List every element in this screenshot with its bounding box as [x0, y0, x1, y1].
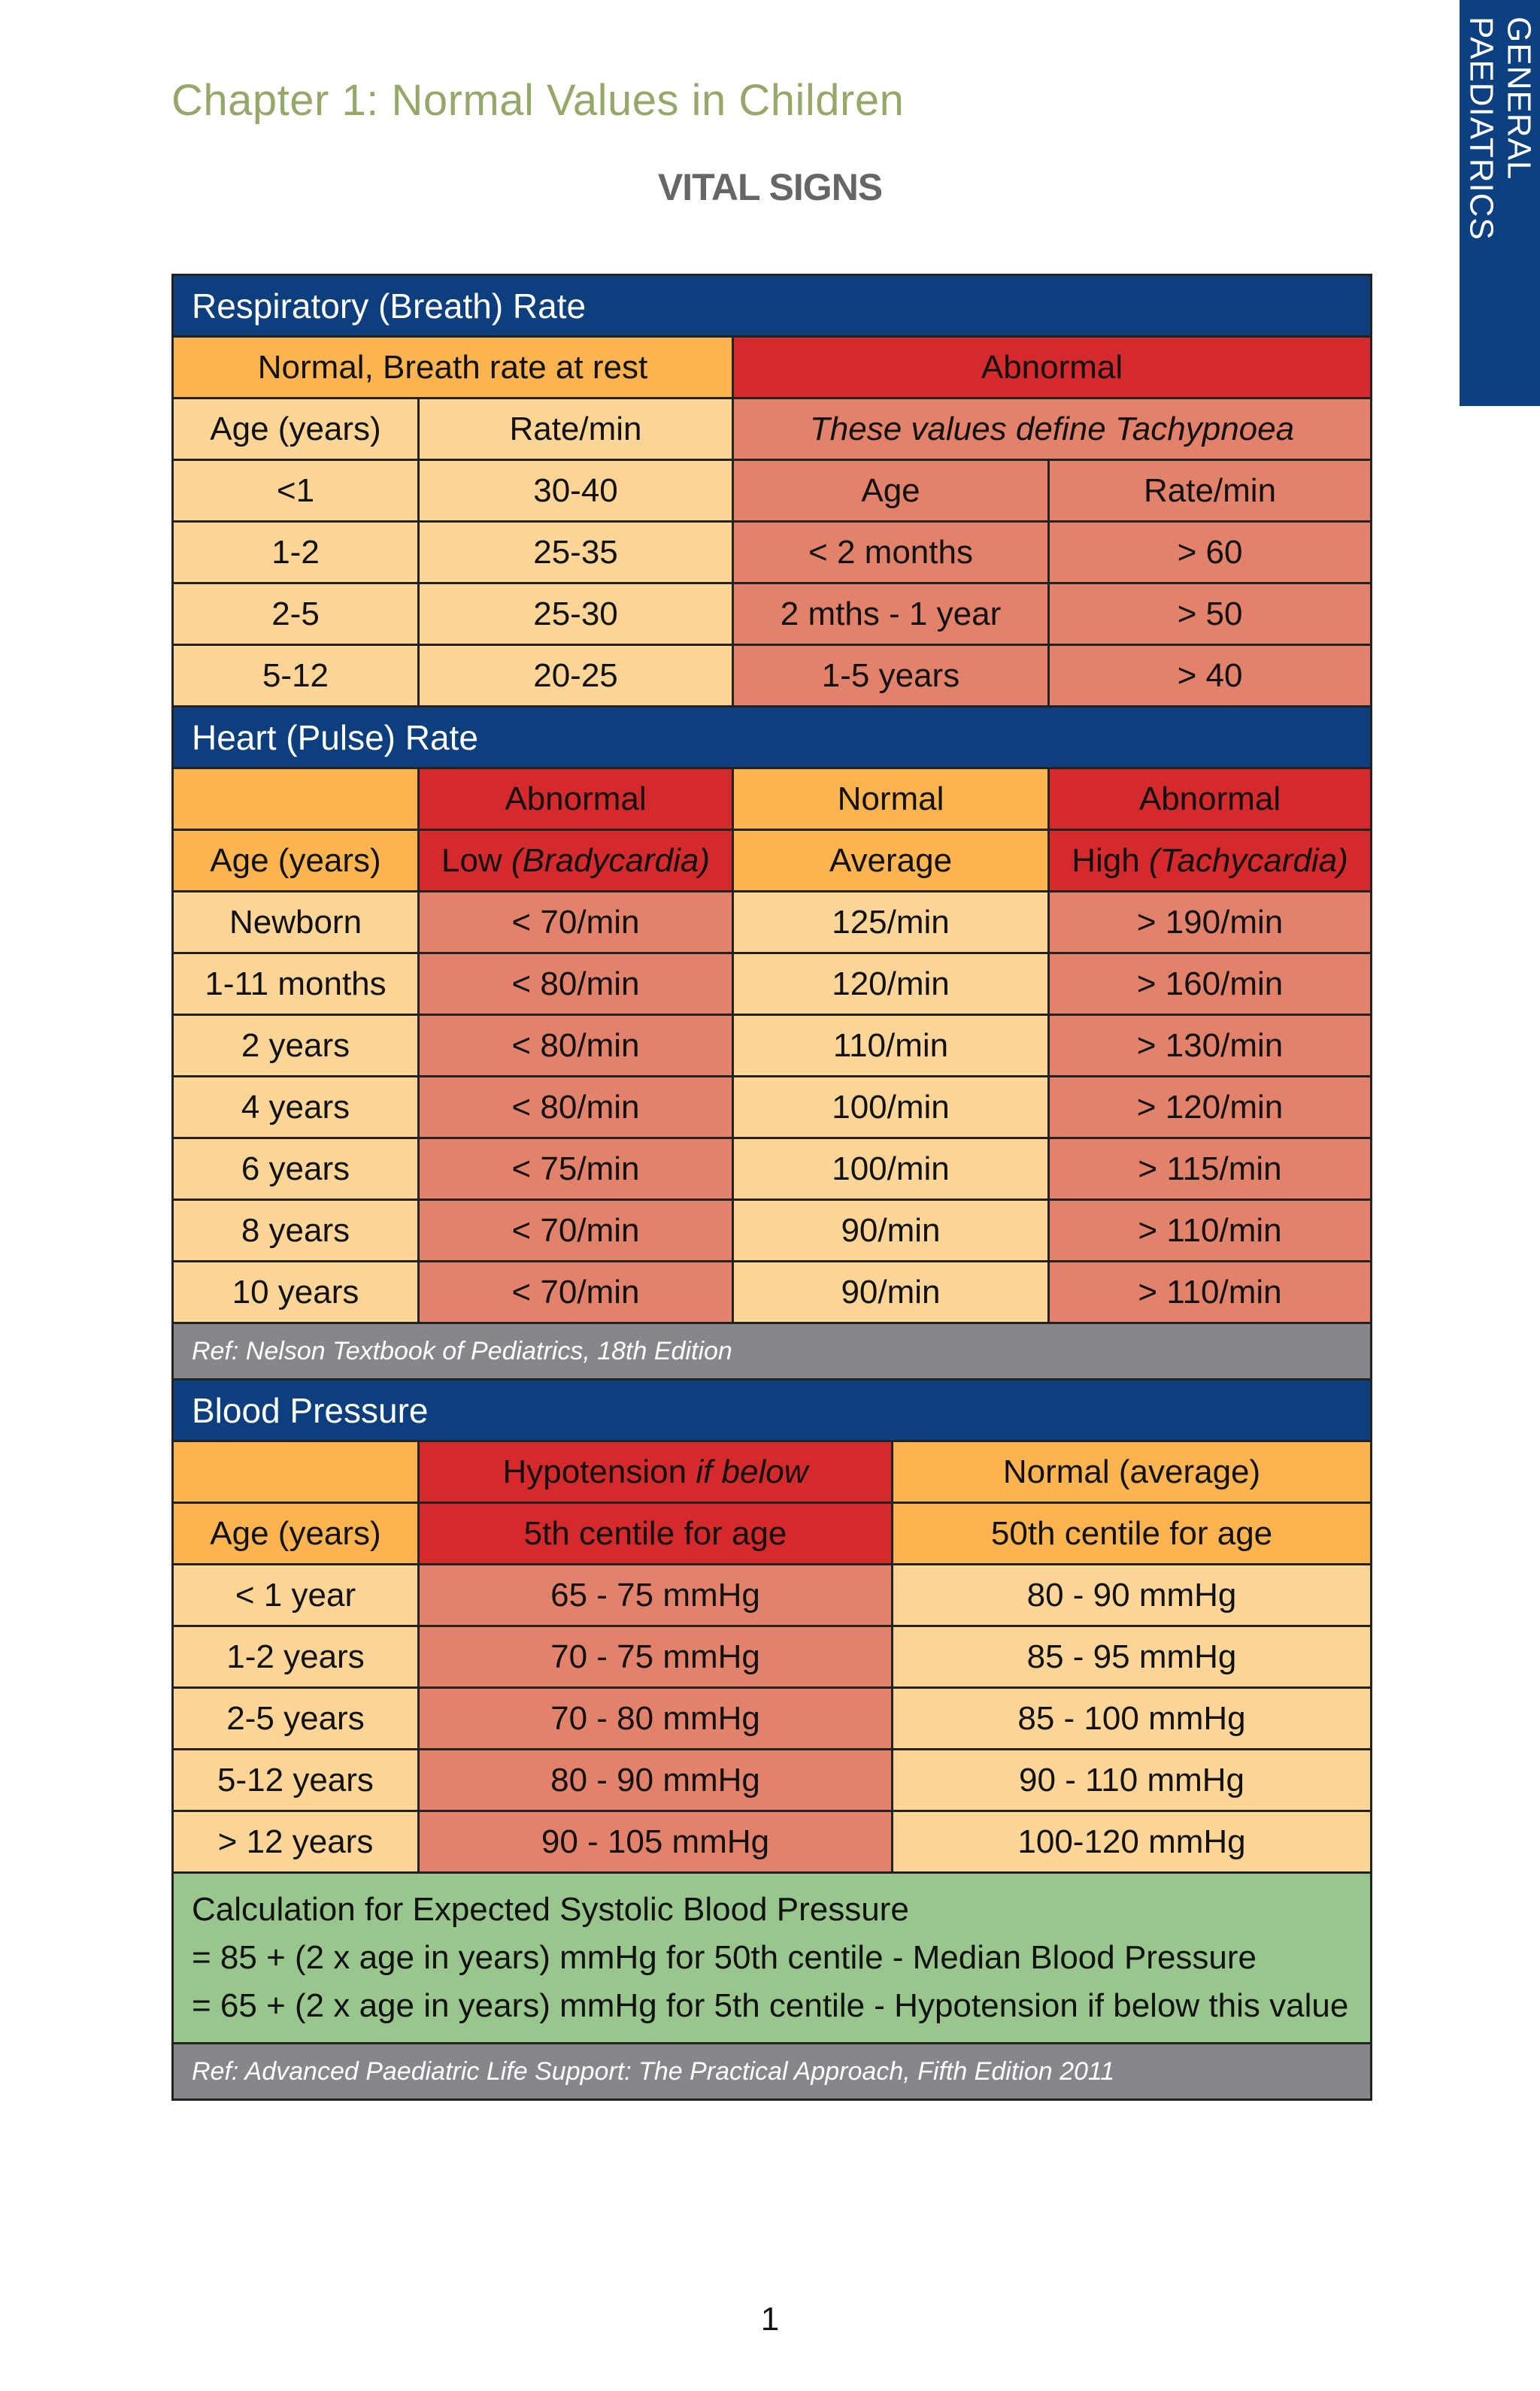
bp-calc-title: Calculation for Expected Systolic Blood Pressure — [192, 1891, 909, 1928]
bp-col-age: Age (years) — [173, 1503, 419, 1565]
heart-low-term: (Bradycardia) — [511, 841, 711, 879]
heart-avg: 90/min — [733, 1262, 1049, 1323]
heart-normal-header: Normal — [733, 768, 1049, 830]
side-tab-label: GENERAL PAEDIATRICS — [1463, 17, 1538, 241]
heart-low: < 80/min — [419, 1015, 733, 1077]
heart-low: < 80/min — [419, 953, 733, 1015]
heart-col-high — [1049, 830, 1372, 892]
table-row — [173, 953, 1372, 1015]
bp-normal: 80 - 90 mmHg — [893, 1565, 1372, 1626]
resp-col-age: Age (years) — [173, 398, 419, 460]
bp-normal: 90 - 110 mmHg — [893, 1750, 1372, 1811]
table-row — [173, 1811, 1372, 1873]
heart-high-prefix: High — [1072, 841, 1149, 879]
respiratory-title-row — [173, 275, 1372, 337]
bp-col-50th: 50th centile for age — [893, 1503, 1372, 1565]
heart-title-row — [173, 707, 1372, 768]
heart-age: 8 years — [173, 1200, 419, 1262]
heart-age: 2 years — [173, 1015, 419, 1077]
bp-title: Blood Pressure — [173, 1380, 1372, 1441]
resp-age: <1 — [173, 460, 419, 522]
bp-age: > 12 years — [173, 1811, 419, 1873]
heart-low: < 75/min — [419, 1138, 733, 1200]
table-row — [173, 1015, 1372, 1077]
resp-ab-rate: > 40 — [1049, 645, 1372, 707]
heart-avg: 100/min — [733, 1138, 1049, 1200]
heart-high: > 120/min — [1049, 1077, 1372, 1138]
heart-avg: 90/min — [733, 1200, 1049, 1262]
heart-high: > 160/min — [1049, 953, 1372, 1015]
heart-high: > 115/min — [1049, 1138, 1372, 1200]
bp-hypo: 90 - 105 mmHg — [419, 1811, 893, 1873]
table-row — [173, 1138, 1372, 1200]
bp-hypo-italic: if below — [696, 1453, 808, 1490]
heart-low: < 70/min — [419, 892, 733, 953]
resp-ab-rate: > 50 — [1049, 583, 1372, 645]
bp-subheader-row — [173, 1503, 1372, 1565]
resp-ab-age: 1-5 years — [733, 645, 1049, 707]
heart-avg: 120/min — [733, 953, 1049, 1015]
bp-hypo: 65 - 75 mmHg — [419, 1565, 893, 1626]
bp-hypotension-header — [419, 1441, 893, 1503]
bp-hypo-prefix: Hypotension — [502, 1453, 696, 1490]
bp-normal: 85 - 100 mmHg — [893, 1688, 1372, 1750]
heart-col-low — [419, 830, 733, 892]
table-row — [173, 460, 1372, 522]
bp-calc-line2: = 65 + (2 x age in years) mmHg for 5th centile - Hypotension if below this value — [192, 1987, 1349, 2024]
resp-age: 2-5 — [173, 583, 419, 645]
table-row — [173, 1262, 1372, 1323]
bp-ref-row — [173, 2044, 1372, 2100]
heart-header-row — [173, 768, 1372, 830]
resp-age: 5-12 — [173, 645, 419, 707]
bp-age: < 1 year — [173, 1565, 419, 1626]
table-row — [173, 1750, 1372, 1811]
resp-rate: 20-25 — [419, 645, 733, 707]
heart-subheader-row — [173, 830, 1372, 892]
table-row — [173, 1200, 1372, 1262]
heart-age: 1-11 months — [173, 953, 419, 1015]
section-title: VITAL SIGNS — [657, 166, 883, 208]
heart-title: Heart (Pulse) Rate — [173, 707, 1372, 768]
heart-age: 6 years — [173, 1138, 419, 1200]
resp-age: 1-2 — [173, 522, 419, 583]
respiratory-subheader-row — [173, 398, 1372, 460]
bp-col-5th: 5th centile for age — [419, 1503, 893, 1565]
resp-ab-col-rate: Rate/min — [1049, 460, 1372, 522]
heart-empty-header — [173, 768, 419, 830]
heart-low: < 80/min — [419, 1077, 733, 1138]
heart-avg: 110/min — [733, 1015, 1049, 1077]
bp-calc-row — [173, 1873, 1372, 2044]
resp-rate: 25-35 — [419, 522, 733, 583]
heart-reference: Ref: Nelson Textbook of Pediatrics, 18th Edition — [173, 1323, 1372, 1380]
heart-high: > 130/min — [1049, 1015, 1372, 1077]
vital-signs-table — [171, 274, 1372, 2101]
bp-reference: Ref: Advanced Paediatric Life Support: The Practical Approach, Fifth Edition 2011 — [173, 2044, 1372, 2100]
resp-tachy-note: These values define Tachypnoea — [733, 398, 1372, 460]
heart-abnormal-high-header: Abnormal — [1049, 768, 1372, 830]
resp-rate: 25-30 — [419, 583, 733, 645]
bp-normal: 85 - 95 mmHg — [893, 1626, 1372, 1688]
bp-hypo: 70 - 80 mmHg — [419, 1688, 893, 1750]
heart-high: > 190/min — [1049, 892, 1372, 953]
table-row — [173, 892, 1372, 953]
bp-normal: 100-120 mmHg — [893, 1811, 1372, 1873]
resp-abnormal-header: Abnormal — [733, 337, 1372, 398]
table-row — [173, 583, 1372, 645]
heart-low: < 70/min — [419, 1262, 733, 1323]
bp-calc-line1: = 85 + (2 x age in years) mmHg for 50th centile - Median Blood Pressure — [192, 1939, 1257, 1976]
respiratory-title: Respiratory (Breath) Rate — [173, 275, 1372, 337]
table-row — [173, 1077, 1372, 1138]
bp-header-row — [173, 1441, 1372, 1503]
heart-age: 4 years — [173, 1077, 419, 1138]
chapter-title: Chapter 1: Normal Values in Children — [171, 76, 905, 125]
resp-ab-age: 2 mths - 1 year — [733, 583, 1049, 645]
resp-rate: 30-40 — [419, 460, 733, 522]
heart-col-age: Age (years) — [173, 830, 419, 892]
heart-high-term: (Tachycardia) — [1148, 841, 1348, 879]
table-row — [173, 1626, 1372, 1688]
heart-high: > 110/min — [1049, 1262, 1372, 1323]
bp-hypo: 80 - 90 mmHg — [419, 1750, 893, 1811]
resp-col-rate: Rate/min — [419, 398, 733, 460]
resp-normal-header: Normal, Breath rate at rest — [173, 337, 733, 398]
side-tab — [1460, 0, 1540, 406]
bp-empty-header — [173, 1441, 419, 1503]
bp-age: 1-2 years — [173, 1626, 419, 1688]
page-number: 1 — [760, 2301, 780, 2338]
heart-abnormal-low-header: Abnormal — [419, 768, 733, 830]
resp-ab-age: < 2 months — [733, 522, 1049, 583]
heart-low-prefix: Low — [441, 841, 511, 879]
heart-age: 10 years — [173, 1262, 419, 1323]
bp-title-row — [173, 1380, 1372, 1441]
bp-hypo: 70 - 75 mmHg — [419, 1626, 893, 1688]
resp-ab-rate: > 60 — [1049, 522, 1372, 583]
heart-avg: 100/min — [733, 1077, 1049, 1138]
heart-low: < 70/min — [419, 1200, 733, 1262]
heart-avg: 125/min — [733, 892, 1049, 953]
bp-age: 5-12 years — [173, 1750, 419, 1811]
bp-age: 2-5 years — [173, 1688, 419, 1750]
heart-age: Newborn — [173, 892, 419, 953]
table-row — [173, 1688, 1372, 1750]
heart-high: > 110/min — [1049, 1200, 1372, 1262]
heart-ref-row — [173, 1323, 1372, 1380]
respiratory-header-row — [173, 337, 1372, 398]
bp-calculation — [173, 1873, 1372, 2044]
heart-col-average: Average — [733, 830, 1049, 892]
resp-ab-col-age: Age — [733, 460, 1049, 522]
bp-normal-header: Normal (average) — [893, 1441, 1372, 1503]
table-row — [173, 522, 1372, 583]
table-row — [173, 645, 1372, 707]
table-row — [173, 1565, 1372, 1626]
